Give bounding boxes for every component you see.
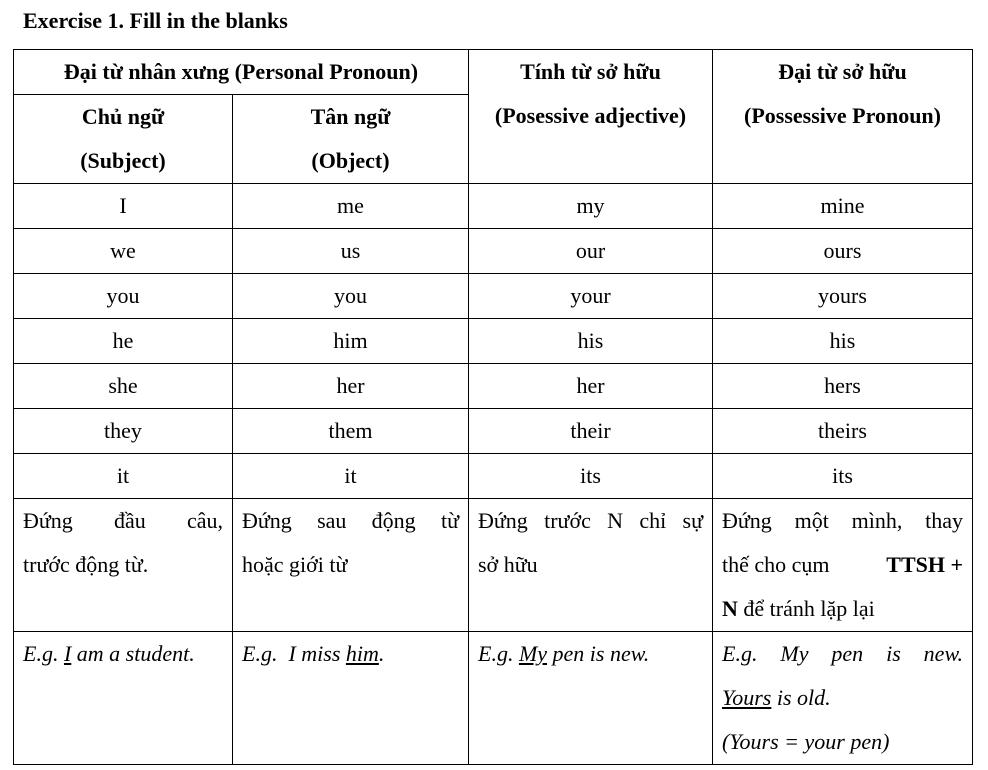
usage-subject-word2: đầu (114, 508, 146, 533)
cell-adjective: its (469, 454, 713, 499)
example-object-prefix: E.g. I miss (242, 641, 346, 666)
cell-pronoun: ours (713, 229, 973, 274)
exercise-title: Exercise 1. Fill in the blanks (23, 8, 288, 33)
header-subject-en: (Subject) (80, 148, 166, 173)
cell-subject: he (14, 319, 233, 364)
usage-pronoun-line2 (722, 543, 963, 587)
cell-object: it (233, 454, 469, 499)
cell-subject: they (14, 409, 233, 454)
example-subject-prefix: E.g. (23, 641, 64, 666)
cell-subject: it (14, 454, 233, 499)
cell-object: you (233, 274, 469, 319)
usage-pronoun-line3-text: để tránh lặp lại (743, 596, 875, 621)
header-poss-adj-vi: Tính từ sở hữu (520, 59, 661, 84)
header-personal-pronoun: Đại từ nhân xưng (Personal Pronoun) (14, 50, 469, 95)
cell-subject: she (14, 364, 233, 409)
cell-adjective: his (469, 319, 713, 364)
example-pronoun-line2 (722, 676, 963, 720)
usage-subject-word1: Đứng (23, 508, 73, 533)
cell-adjective: their (469, 409, 713, 454)
cell-pronoun: his (713, 319, 973, 364)
example-row (14, 632, 973, 765)
header-subject (14, 95, 233, 184)
example-adjective-prefix: E.g. (478, 641, 519, 666)
cell-pronoun: hers (713, 364, 973, 409)
table-row (14, 274, 973, 319)
header-object-en: (Object) (311, 148, 390, 173)
example-pronoun-suffix: is old. (771, 685, 831, 710)
header-poss-pron-vi: Đại từ sở hữu (778, 59, 907, 84)
usage-adjective-line2: sở hữu (478, 552, 538, 577)
usage-pronoun-line1: Đứng một mình, thay (722, 508, 963, 533)
header-object-vi: Tân ngữ (310, 104, 391, 129)
table-row (14, 364, 973, 409)
usage-adjective (469, 499, 713, 632)
header-poss-pron-en: (Possessive Pronoun) (744, 103, 941, 128)
example-object-line (242, 632, 459, 676)
example-object-highlight: him (345, 641, 379, 666)
table-row (14, 184, 973, 229)
usage-pronoun-line3 (722, 587, 963, 631)
header-poss-adj-en: (Posessive adjective) (494, 103, 687, 128)
cell-subject: we (14, 229, 233, 274)
table-row (14, 454, 973, 499)
example-subject-highlight: I (63, 641, 72, 666)
header-row-1 (14, 50, 973, 95)
usage-subject-line2: trước động từ. (23, 552, 149, 577)
example-object (233, 632, 469, 765)
usage-object-line2: hoặc giới từ (242, 552, 348, 577)
cell-adjective: our (469, 229, 713, 274)
example-pronoun-highlight: Yours (722, 685, 772, 710)
cell-pronoun: yours (713, 274, 973, 319)
example-adjective-highlight: My (518, 641, 548, 666)
table-row (14, 229, 973, 274)
example-pronoun (713, 632, 973, 765)
header-possessive-adjective (469, 50, 713, 184)
usage-object (233, 499, 469, 632)
example-subject (14, 632, 233, 765)
header-object (233, 95, 469, 184)
table-row (14, 319, 973, 364)
cell-object: us (233, 229, 469, 274)
cell-pronoun: its (713, 454, 973, 499)
usage-subject (14, 499, 233, 632)
cell-object: them (233, 409, 469, 454)
cell-pronoun: mine (713, 184, 973, 229)
cell-adjective: my (469, 184, 713, 229)
example-adjective (469, 632, 713, 765)
example-subject-line (23, 632, 223, 676)
header-possessive-pronoun (713, 50, 973, 184)
example-pronoun-line3: (Yours = your pen) (722, 729, 890, 754)
cell-adjective: your (469, 274, 713, 319)
cell-object: her (233, 364, 469, 409)
usage-pronoun-n: N (722, 596, 738, 621)
usage-subject-line1 (23, 499, 223, 543)
cell-pronoun: theirs (713, 409, 973, 454)
example-adjective-line (478, 632, 703, 676)
usage-object-line1: Đứng sau động từ (242, 508, 459, 533)
usage-pronoun-line2-text: thế cho cụm (722, 552, 830, 577)
usage-row (14, 499, 973, 632)
example-subject-suffix: am a student. (71, 641, 195, 666)
header-subject-vi: Chủ ngữ (81, 104, 165, 129)
cell-object: me (233, 184, 469, 229)
example-pronoun-line1: E.g. My pen is new. (722, 641, 963, 666)
table-row (14, 409, 973, 454)
example-object-suffix: . (378, 641, 385, 666)
usage-pronoun (713, 499, 973, 632)
example-adjective-suffix: pen is new. (547, 641, 650, 666)
usage-adjective-line1: Đứng trước N chỉ sự (478, 508, 703, 533)
cell-object: him (233, 319, 469, 364)
usage-subject-word3: câu, (186, 508, 223, 533)
cell-adjective: her (469, 364, 713, 409)
pronoun-table (13, 49, 973, 765)
cell-subject: you (14, 274, 233, 319)
cell-subject: I (14, 184, 233, 229)
usage-pronoun-ttsh: TTSH + (886, 552, 963, 577)
